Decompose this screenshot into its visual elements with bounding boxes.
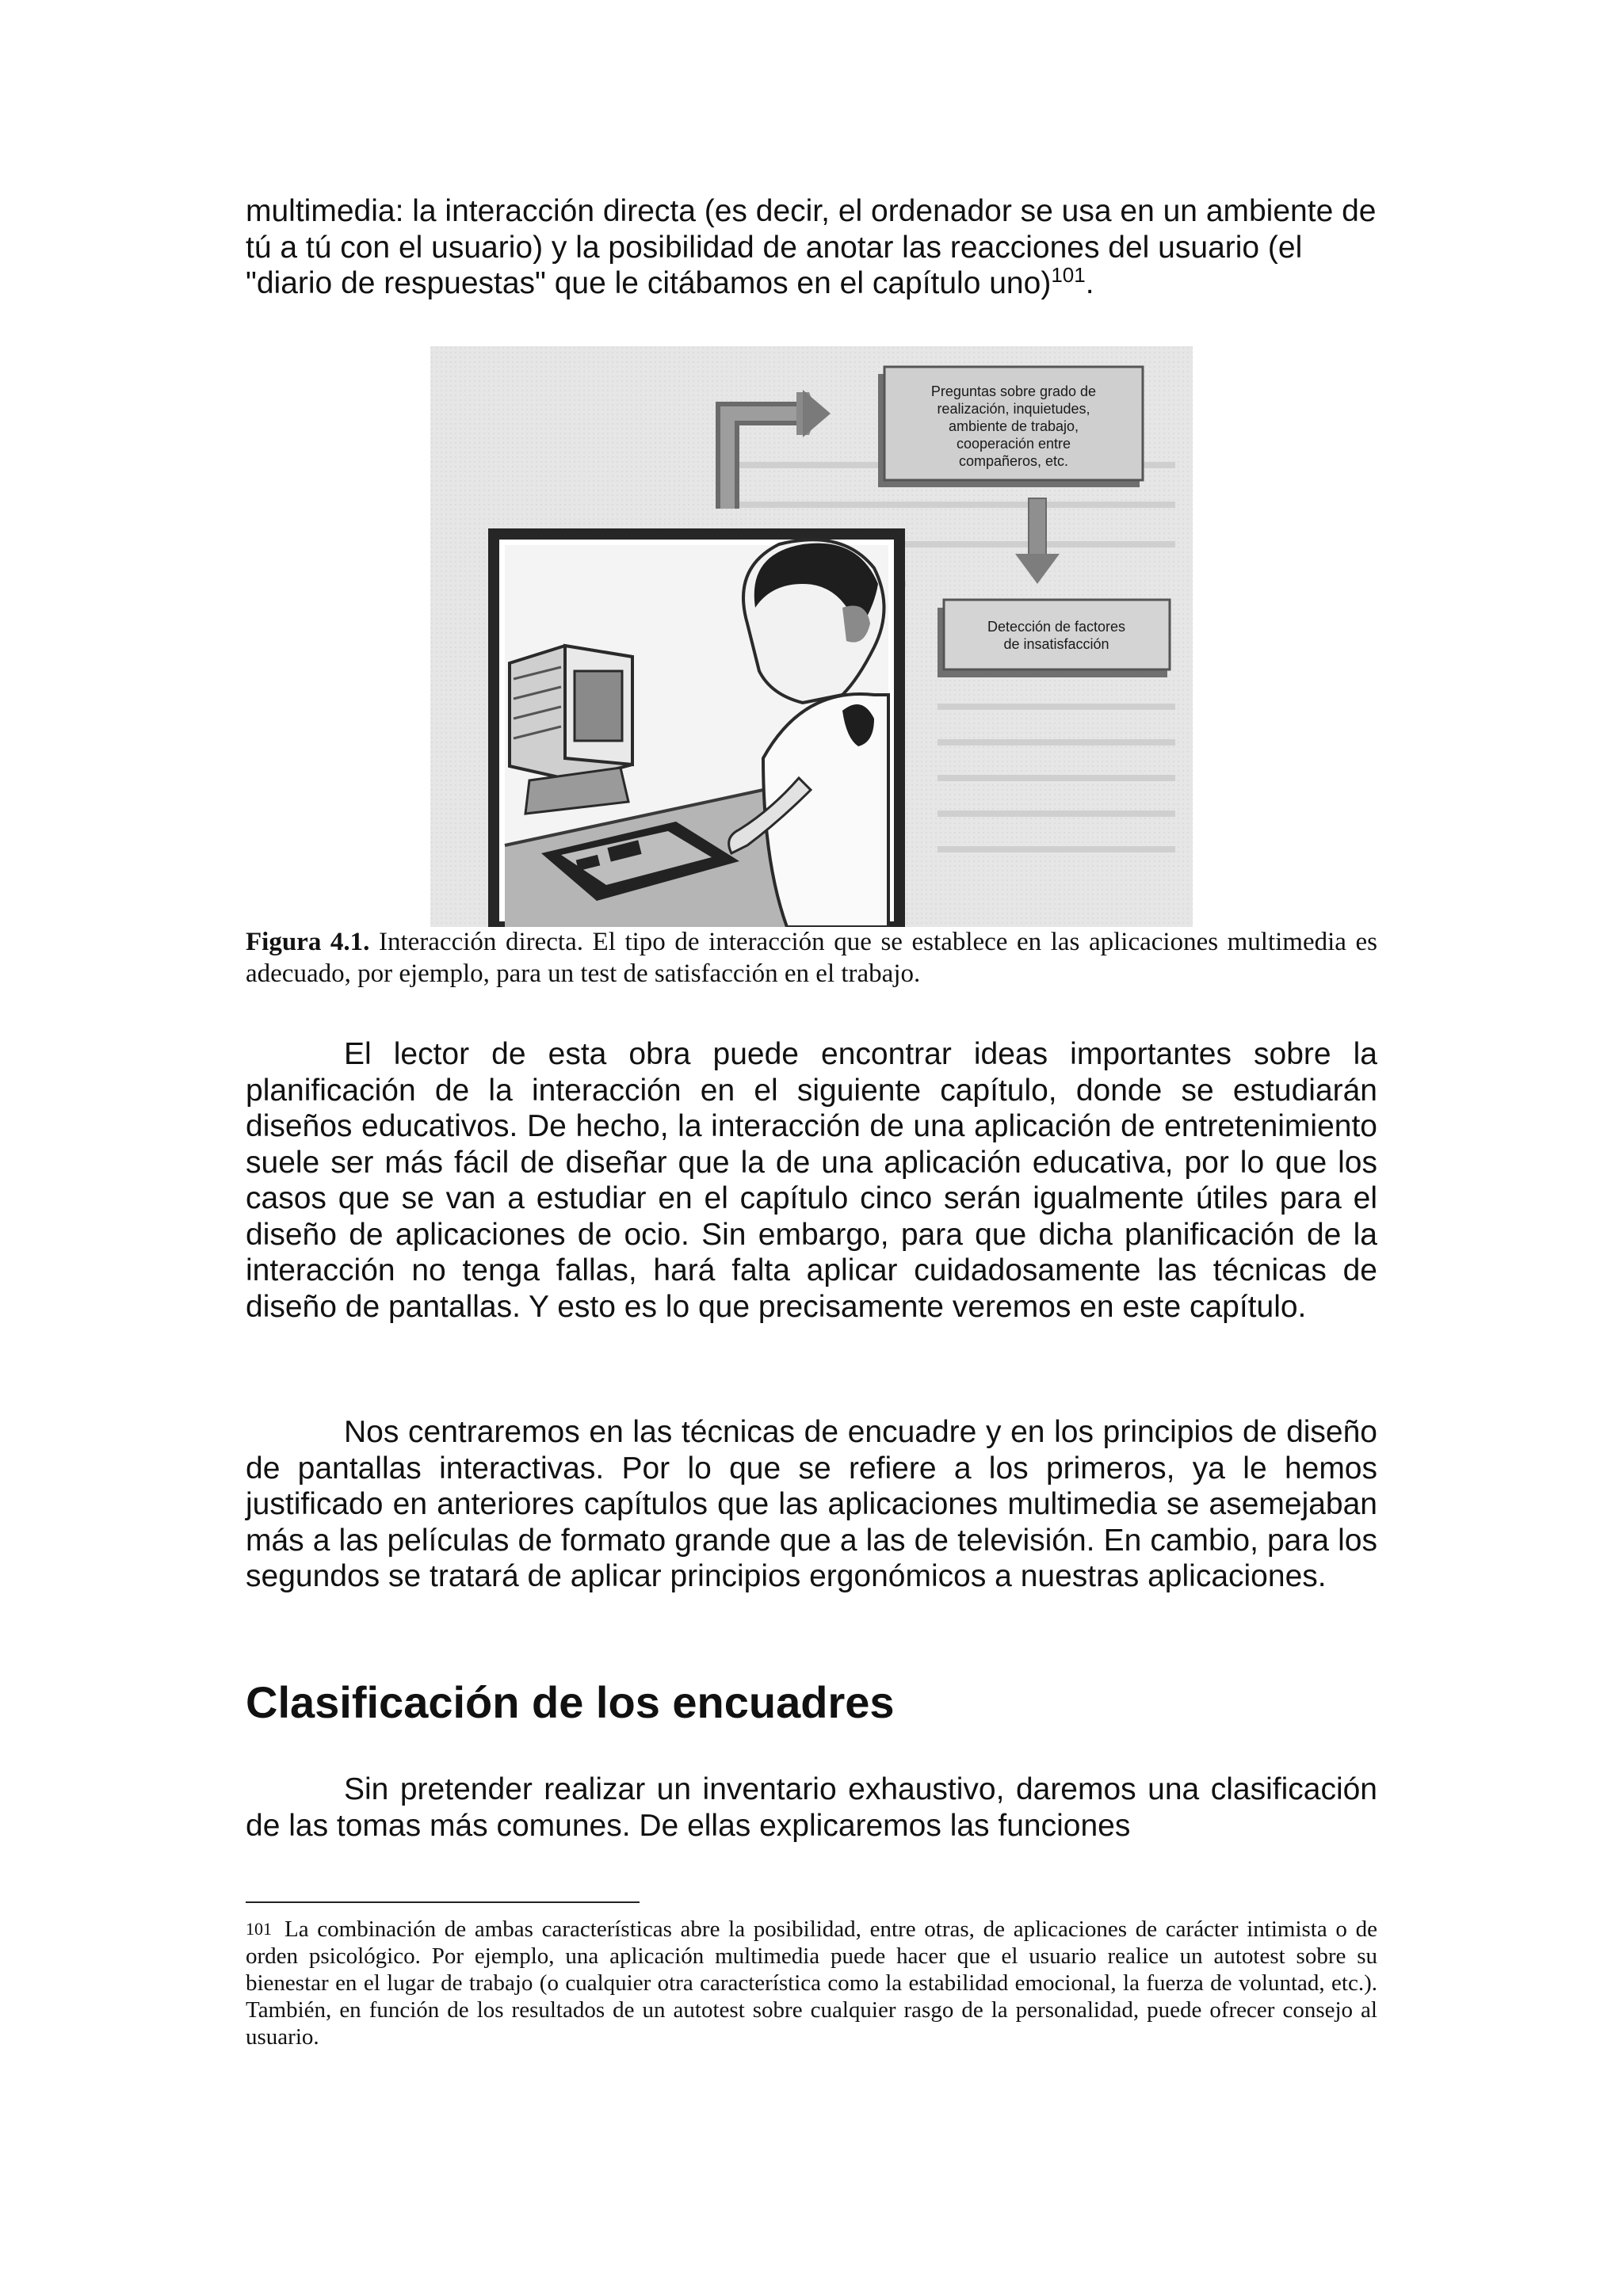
figure-caption-text: Interacción directa. El tipo de interacción que se establece en las aplicaciones multimedia es adecuado, por ejemplo, para un test de satisfacción en el trabajo. bbox=[246, 928, 1378, 988]
dissatisfaction-box bbox=[938, 600, 1170, 677]
footnote-number: 101 bbox=[246, 1919, 272, 1939]
intro-text: multimedia: la interacción directa (es decir, el ordenador se usa en un ambiente de tú a tú con el usuario) y la posibilidad de anotar las reacciones del usuario (el "diario de respuestas" que le citábamos en el capítulo uno) bbox=[246, 194, 1377, 300]
body-paragraph-1: El lector de esta obra puede encontrar ideas importantes sobre la planificación de la interacción en el siguiente capítulo, donde se estudiarán diseños educativos. De hecho, la interacción de una aplicación de entretenimiento suele ser más fácil de diseñar que la de una aplicación educativa, por lo que los casos que se van a estudiar en el capítulo cinco serán igualmente útiles para el diseño de aplicaciones de ocio. Sin embargo, para que dicha planificación de la interacción no tenga fallas, hará falta aplicar cuidadosamente las técnicas de diseño de pantallas. Y esto es lo que precisamente veremos en este capítulo. bbox=[246, 1037, 1377, 1324]
questions-box bbox=[878, 367, 1143, 487]
intro-paragraph bbox=[246, 193, 1377, 302]
body-paragraph-2: Nos centraremos en las técnicas de encuadre y en los principios de diseño de pantallas interactivas. Por lo que se refiere a los primeros, ya le hemos justificado en anteriores capítulos que las aplicaciones multimedia se asemejaban más a las películas de formato grande que a las de televisión. En cambio, para los segundos se tratará de aplicar principios ergonómicos a nuestras aplicaciones. bbox=[246, 1415, 1377, 1593]
figure-illustration bbox=[430, 346, 1193, 927]
questions-box-line-4: cooperación entre bbox=[956, 436, 1071, 452]
footnote-ref-101[interactable]: 101 bbox=[1051, 263, 1086, 287]
intro-end: . bbox=[1085, 266, 1094, 300]
dissatisfaction-box-line-2: de insatisfacción bbox=[1003, 636, 1109, 652]
user-at-computer-illustration bbox=[494, 534, 899, 927]
section-heading: Clasificación de los encuadres bbox=[246, 1677, 895, 1727]
dissatisfaction-box-line-1: Detección de factores bbox=[987, 619, 1126, 635]
footnote-divider bbox=[246, 1901, 640, 1903]
monitor-icon bbox=[510, 646, 632, 814]
questions-box-line-2: realización, inquietudes, bbox=[937, 401, 1090, 417]
figure-4-1 bbox=[430, 346, 1193, 927]
footnote-101 bbox=[246, 1916, 1377, 2050]
figure-caption-label: Figura 4.1. bbox=[246, 928, 370, 956]
figure-caption bbox=[246, 926, 1377, 990]
footnote-text: La combinación de ambas características abre la posibilidad, entre otras, de aplicaciones de carácter intimista o de orden psicológico. Por ejemplo, una aplicación multimedia puede hacer que el usuario realice un autotest sobre su bienestar en el lugar de trabajo (o cualquier otra característica como la estabilidad emocional, la fuerza de voluntad, etc.). También, en función de los resultados de un autotest sobre cualquier rasgo de la personalidad, puede ofrecer consejo al usuario. bbox=[246, 1917, 1377, 2050]
questions-box-line-1: Preguntas sobre grado de bbox=[930, 383, 1097, 399]
body-paragraph-3: Sin pretender realizar un inventario exhaustivo, daremos una clasificación de las tomas más comunes. De ellas explicaremos las funciones bbox=[246, 1772, 1377, 1843]
questions-box-line-3: ambiente de trabajo, bbox=[948, 418, 1079, 434]
questions-box-line-5: compañeros, etc. bbox=[958, 453, 1069, 469]
